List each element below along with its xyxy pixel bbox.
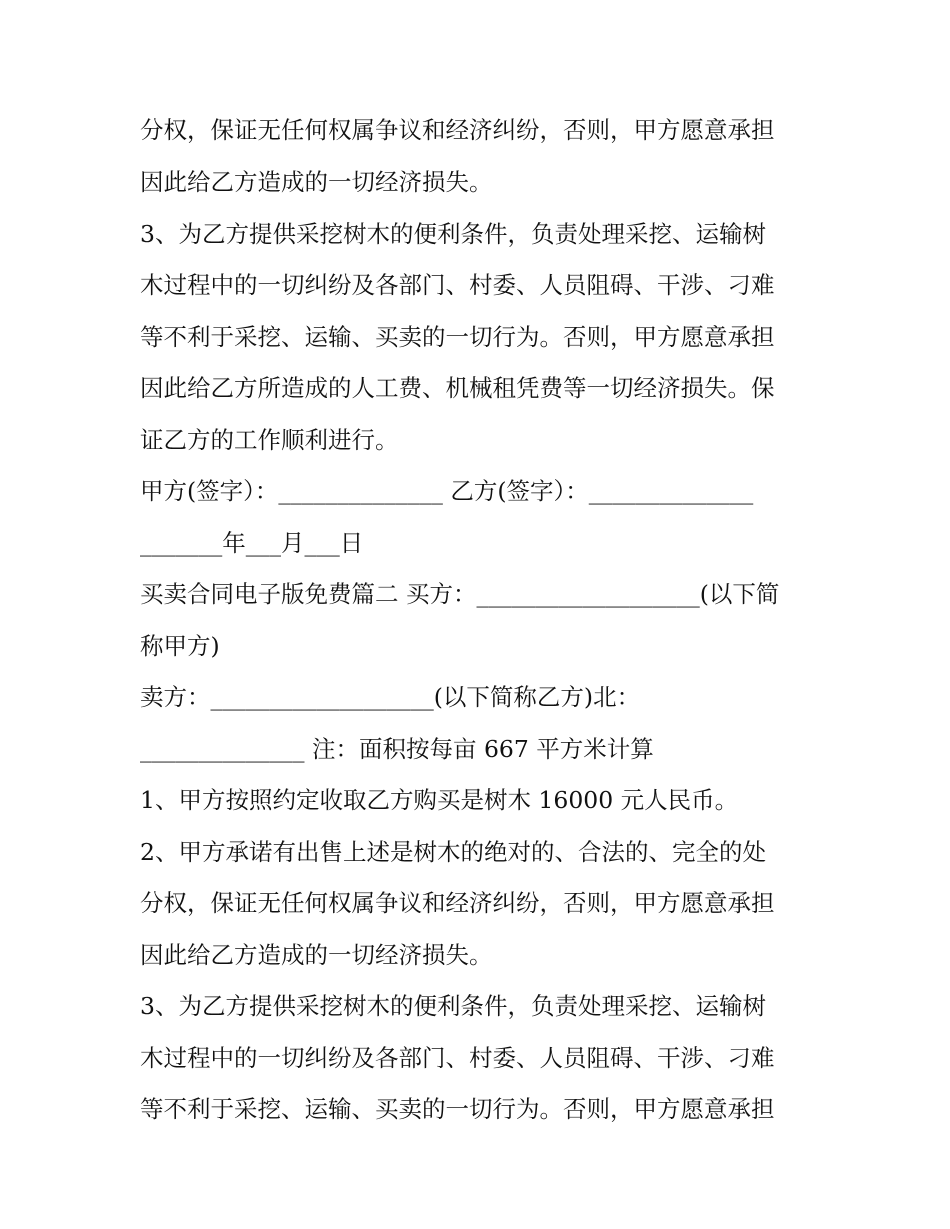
text-line: 卖方：___________________(以下简称乙方)北：	[140, 683, 641, 711]
section-heading-line: 买卖合同电子版免费篇二 买方：___________________(以下简	[140, 580, 780, 608]
text-line: 称甲方)	[140, 632, 220, 660]
text-line: 因此给乙方造成的一切经济损失。	[140, 168, 493, 196]
text-line: 因此给乙方造成的一切经济损失。	[140, 941, 493, 969]
text-line: 因此给乙方所造成的人工费、机械租凭费等一切经济损失。保	[140, 374, 775, 402]
text-line: 2、甲方承诺有出售上述是树木的绝对的、合法的、完全的处	[140, 838, 766, 866]
text-line: 3、为乙方提供采挖树木的便利条件，负责处理采挖、运输树	[140, 992, 766, 1020]
text-line: 分权，保证无任何权属争议和经济纠纷，否则，甲方愿意承担	[140, 889, 775, 917]
text-line: 证乙方的工作顺利进行。	[140, 426, 399, 454]
date-line: _______年___月___日	[140, 529, 364, 557]
text-line: 等不利于采挖、运输、买卖的一切行为。否则，甲方愿意承担	[140, 1095, 775, 1123]
text-line: 木过程中的一切纠纷及各部门、村委、人员阻碍、干涉、刁难	[140, 1044, 775, 1072]
text-line: 分权，保证无任何权属争议和经济纠纷，否则，甲方愿意承担	[140, 116, 775, 144]
signature-line: 甲方(签字）：______________ 乙方(签字）：______________	[140, 477, 754, 505]
text-line: 1、甲方按照约定收取乙方购买是树木 16000 元人民币。	[140, 786, 739, 814]
text-line: ______________ 注：面积按每亩 667 平方米计算	[140, 735, 654, 763]
text-line: 3、为乙方提供采挖树木的便利条件，负责处理采挖、运输树	[140, 220, 766, 248]
text-line: 等不利于采挖、运输、买卖的一切行为。否则，甲方愿意承担	[140, 323, 775, 351]
text-line: 木过程中的一切纠纷及各部门、村委、人员阻碍、干涉、刁难	[140, 271, 775, 299]
